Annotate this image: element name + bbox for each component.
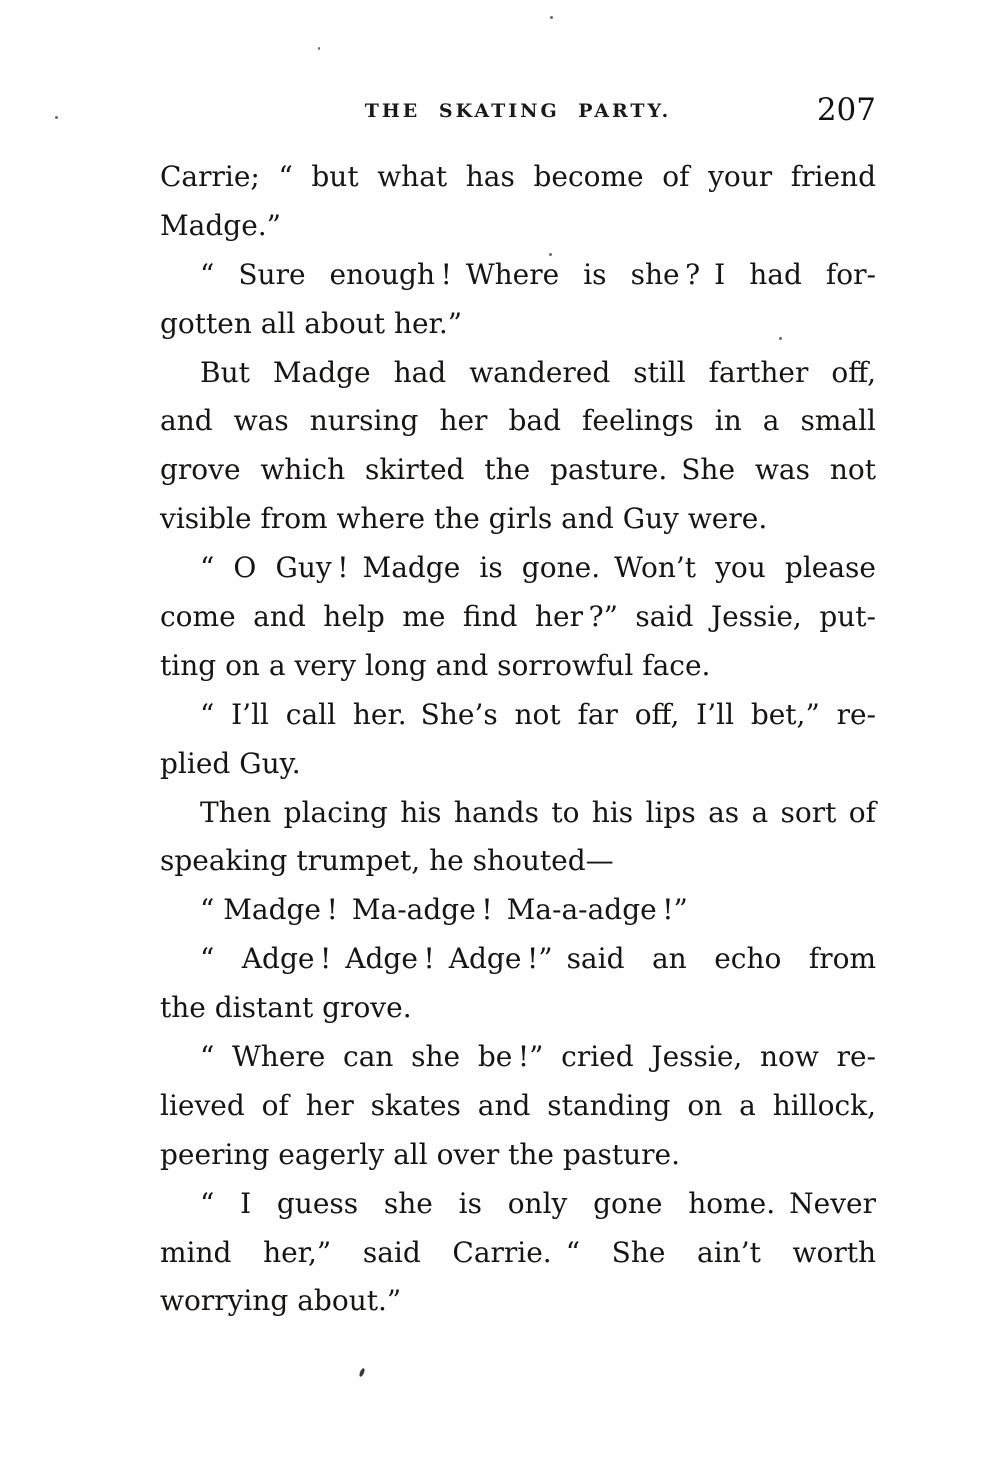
paragraph <box>160 153 876 251</box>
text-line: plied Guy. <box>160 746 301 780</box>
text-line: and was nursing her bad feelings in a small <box>160 404 876 438</box>
text-line: ting on a very long and sorrowful face. <box>160 648 711 682</box>
paragraph <box>160 251 876 349</box>
paragraph <box>160 1033 876 1180</box>
paragraph <box>160 691 876 789</box>
page-number: 207 <box>816 92 876 128</box>
text-line: “ O Guy ! Madge is gone. Won’t you please <box>200 551 876 585</box>
paragraph <box>160 349 876 545</box>
paragraph <box>160 789 876 887</box>
text-line: “ Madge ! Ma-adge ! Ma-a-adge !” <box>200 893 688 927</box>
text-line: come and help me find her ?” said Jessie, put- <box>160 600 876 634</box>
text-line: peering eagerly all over the pasture. <box>160 1137 680 1171</box>
page-header <box>160 88 876 128</box>
scan-speck <box>550 16 553 19</box>
text-line: “ Adge ! Adge ! Adge !” said an echo from <box>200 942 876 976</box>
text-line: the distant grove. <box>160 991 412 1025</box>
text-line: lieved of her skates and standing on a hillock, <box>160 1088 876 1122</box>
scan-mark <box>359 1368 366 1378</box>
text-line: But Madge had wandered still farther off, <box>200 355 876 389</box>
scan-speck <box>779 337 782 340</box>
text-line: “ Where can she be !” cried Jessie, now re- <box>200 1040 876 1074</box>
scan-speck <box>318 47 320 50</box>
running-title: THE SKATING PARTY. <box>364 100 672 122</box>
paragraph <box>160 886 876 935</box>
text-line: worrying about.” <box>160 1284 402 1318</box>
text-line: Then placing his hands to his lips as a sort of <box>200 795 876 829</box>
text-line: grove which skirted the pasture. She was not <box>160 453 876 487</box>
text-line: “ Sure enough ! Where is she ? I had for- <box>200 257 876 291</box>
text-line: Madge.” <box>160 208 281 242</box>
text-line: speaking trumpet, he shouted— <box>160 844 614 878</box>
text-line: mind her,” said Carrie. “ She ain’t worth <box>160 1235 876 1269</box>
page-body <box>160 153 876 1326</box>
paragraph <box>160 544 876 691</box>
text-line: gotten all about her.” <box>160 306 463 340</box>
scan-speck <box>549 253 552 256</box>
scan-speck <box>55 116 58 119</box>
text-line: “ I’ll call her. She’s not far off, I’ll bet,” re- <box>200 697 876 731</box>
text-line: “ I guess she is only gone home. Never <box>200 1186 876 1220</box>
paragraph <box>160 935 876 1033</box>
text-line: Carrie; “ but what has become of your friend <box>160 160 876 193</box>
paragraph <box>160 1180 876 1327</box>
text-line: visible from where the girls and Guy were. <box>160 502 768 536</box>
